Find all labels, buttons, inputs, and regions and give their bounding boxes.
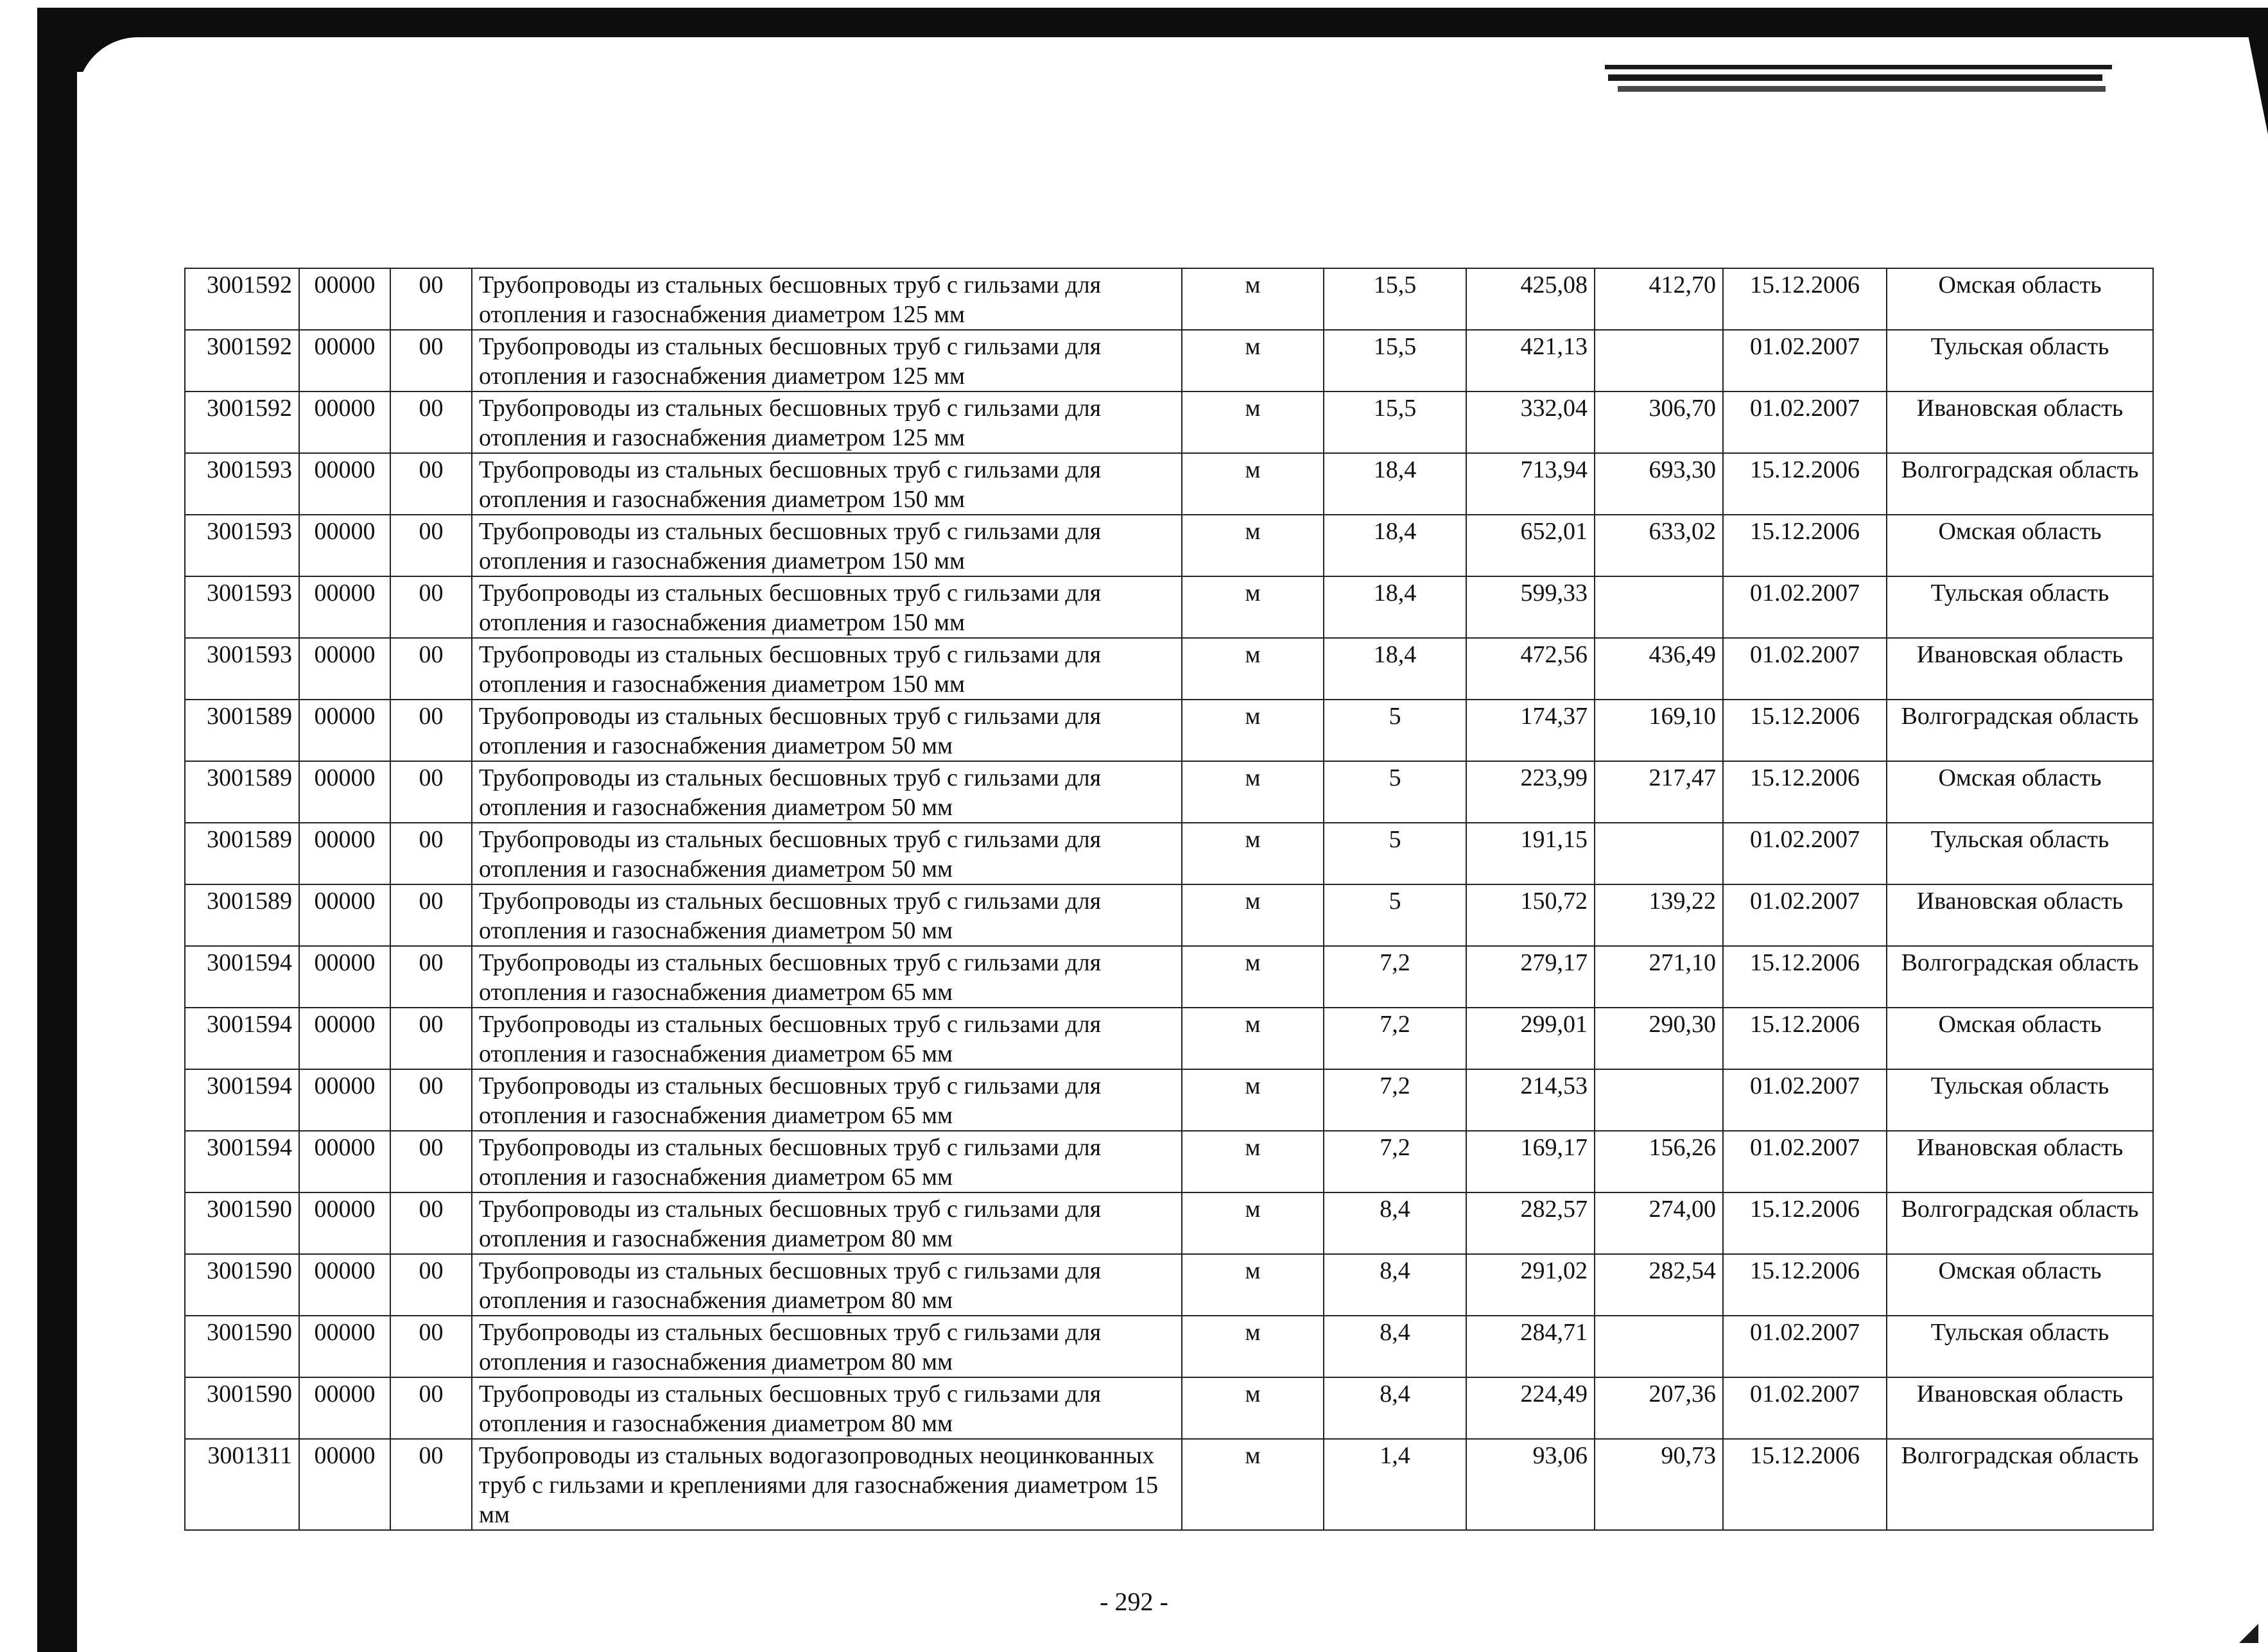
unit-cell: м bbox=[1182, 1439, 1324, 1530]
region-cell: Ивановская область bbox=[1887, 1131, 2153, 1192]
price-alt-cell: 90,73 bbox=[1595, 1439, 1723, 1530]
price-cell: 421,13 bbox=[1466, 330, 1595, 391]
region-cell: Волгоградская область bbox=[1887, 453, 2153, 515]
quantity-cell: 7,2 bbox=[1324, 1131, 1466, 1192]
price-alt-cell: 156,26 bbox=[1595, 1131, 1723, 1192]
code-cell: 3001593 bbox=[185, 638, 299, 700]
unit-cell: м bbox=[1182, 1131, 1324, 1192]
subcode-cell: 00000 bbox=[299, 515, 390, 576]
quantity-cell: 7,2 bbox=[1324, 1069, 1466, 1131]
quantity-cell: 7,2 bbox=[1324, 1008, 1466, 1069]
subcode-cell: 00000 bbox=[299, 330, 390, 391]
quantity-cell: 1,4 bbox=[1324, 1439, 1466, 1530]
quantity-cell: 8,4 bbox=[1324, 1377, 1466, 1439]
table-row bbox=[185, 700, 2153, 761]
price-alt-cell bbox=[1595, 330, 1723, 391]
header-rule-3 bbox=[1618, 86, 2106, 92]
header-rule-2 bbox=[1608, 74, 2102, 81]
price-alt-cell: 169,10 bbox=[1595, 700, 1723, 761]
unit-cell: м bbox=[1182, 638, 1324, 700]
region-cell: Омская область bbox=[1887, 1008, 2153, 1069]
unit-cell: м bbox=[1182, 1254, 1324, 1316]
subcode-cell: 00000 bbox=[299, 453, 390, 515]
price-alt-cell: 282,54 bbox=[1595, 1254, 1723, 1316]
suffix-cell: 00 bbox=[390, 1069, 472, 1131]
unit-cell: м bbox=[1182, 1008, 1324, 1069]
page-number: - 292 - bbox=[1100, 1587, 1168, 1616]
price-cell: 174,37 bbox=[1466, 700, 1595, 761]
unit-cell: м bbox=[1182, 1192, 1324, 1254]
table-row bbox=[185, 823, 2153, 884]
region-cell: Волгоградская область bbox=[1887, 946, 2153, 1008]
region-cell: Волгоградская область bbox=[1887, 1439, 2153, 1530]
suffix-cell: 00 bbox=[390, 453, 472, 515]
price-cell: 472,56 bbox=[1466, 638, 1595, 700]
code-cell: 3001589 bbox=[185, 884, 299, 946]
quantity-cell: 5 bbox=[1324, 700, 1466, 761]
description-cell: Трубопроводы из стальных бесшовных труб с гильзами для отопления и газоснабжения диаметром 150 мм bbox=[472, 453, 1182, 515]
date-cell: 15.12.2006 bbox=[1723, 1254, 1887, 1316]
suffix-cell: 00 bbox=[390, 1192, 472, 1254]
quantity-cell: 15,5 bbox=[1324, 391, 1466, 453]
date-cell: 01.02.2007 bbox=[1723, 576, 1887, 638]
subcode-cell: 00000 bbox=[299, 576, 390, 638]
code-cell: 3001590 bbox=[185, 1377, 299, 1439]
region-cell: Волгоградская область bbox=[1887, 700, 2153, 761]
suffix-cell: 00 bbox=[390, 761, 472, 823]
code-cell: 3001594 bbox=[185, 1069, 299, 1131]
suffix-cell: 00 bbox=[390, 391, 472, 453]
unit-cell: м bbox=[1182, 884, 1324, 946]
unit-cell: м bbox=[1182, 823, 1324, 884]
unit-cell: м bbox=[1182, 1377, 1324, 1439]
description-cell: Трубопроводы из стальных бесшовных труб с гильзами для отопления и газоснабжения диаметром 80 мм bbox=[472, 1377, 1182, 1439]
table-row bbox=[185, 1316, 2153, 1377]
subcode-cell: 00000 bbox=[299, 1069, 390, 1131]
description-cell: Трубопроводы из стальных бесшовных труб с гильзами для отопления и газоснабжения диаметром 65 мм bbox=[472, 946, 1182, 1008]
date-cell: 01.02.2007 bbox=[1723, 638, 1887, 700]
code-cell: 3001594 bbox=[185, 1131, 299, 1192]
subcode-cell: 00000 bbox=[299, 1439, 390, 1530]
code-cell: 3001592 bbox=[185, 330, 299, 391]
suffix-cell: 00 bbox=[390, 1131, 472, 1192]
table-row bbox=[185, 946, 2153, 1008]
description-cell: Трубопроводы из стальных бесшовных труб с гильзами для отопления и газоснабжения диаметром 65 мм bbox=[472, 1131, 1182, 1192]
description-cell: Трубопроводы из стальных бесшовных труб с гильзами для отопления и газоснабжения диаметром 125 мм bbox=[472, 391, 1182, 453]
date-cell: 15.12.2006 bbox=[1723, 946, 1887, 1008]
suffix-cell: 00 bbox=[390, 1439, 472, 1530]
price-cell: 599,33 bbox=[1466, 576, 1595, 638]
table-body bbox=[185, 268, 2153, 1530]
subcode-cell: 00000 bbox=[299, 884, 390, 946]
quantity-cell: 8,4 bbox=[1324, 1192, 1466, 1254]
unit-cell: м bbox=[1182, 576, 1324, 638]
region-cell: Тульская область bbox=[1887, 1316, 2153, 1377]
date-cell: 01.02.2007 bbox=[1723, 1131, 1887, 1192]
price-alt-cell: 693,30 bbox=[1595, 453, 1723, 515]
table-row bbox=[185, 515, 2153, 576]
price-cell: 191,15 bbox=[1466, 823, 1595, 884]
price-alt-cell: 207,36 bbox=[1595, 1377, 1723, 1439]
code-cell: 3001590 bbox=[185, 1316, 299, 1377]
subcode-cell: 00000 bbox=[299, 268, 390, 330]
region-cell: Волгоградская область bbox=[1887, 1192, 2153, 1254]
unit-cell: м bbox=[1182, 946, 1324, 1008]
price-alt-cell: 412,70 bbox=[1595, 268, 1723, 330]
quantity-cell: 18,4 bbox=[1324, 576, 1466, 638]
table-row bbox=[185, 884, 2153, 946]
price-cell: 169,17 bbox=[1466, 1131, 1595, 1192]
price-table bbox=[184, 268, 2154, 1531]
suffix-cell: 00 bbox=[390, 884, 472, 946]
date-cell: 01.02.2007 bbox=[1723, 1377, 1887, 1439]
price-cell: 223,99 bbox=[1466, 761, 1595, 823]
region-cell: Тульская область bbox=[1887, 576, 2153, 638]
unit-cell: м bbox=[1182, 330, 1324, 391]
price-alt-cell: 306,70 bbox=[1595, 391, 1723, 453]
quantity-cell: 15,5 bbox=[1324, 330, 1466, 391]
price-cell: 291,02 bbox=[1466, 1254, 1595, 1316]
code-cell: 3001592 bbox=[185, 391, 299, 453]
region-cell: Тульская область bbox=[1887, 823, 2153, 884]
table-row bbox=[185, 761, 2153, 823]
subcode-cell: 00000 bbox=[299, 823, 390, 884]
date-cell: 01.02.2007 bbox=[1723, 330, 1887, 391]
date-cell: 01.02.2007 bbox=[1723, 823, 1887, 884]
description-cell: Трубопроводы из стальных бесшовных труб с гильзами для отопления и газоснабжения диаметром 50 мм bbox=[472, 884, 1182, 946]
price-alt-cell: 436,49 bbox=[1595, 638, 1723, 700]
price-cell: 279,17 bbox=[1466, 946, 1595, 1008]
code-cell: 3001593 bbox=[185, 576, 299, 638]
suffix-cell: 00 bbox=[390, 1254, 472, 1316]
suffix-cell: 00 bbox=[390, 700, 472, 761]
price-alt-cell: 633,02 bbox=[1595, 515, 1723, 576]
price-alt-cell: 290,30 bbox=[1595, 1008, 1723, 1069]
table-row bbox=[185, 576, 2153, 638]
subcode-cell: 00000 bbox=[299, 700, 390, 761]
unit-cell: м bbox=[1182, 1069, 1324, 1131]
date-cell: 01.02.2007 bbox=[1723, 884, 1887, 946]
code-cell: 3001594 bbox=[185, 1008, 299, 1069]
subcode-cell: 00000 bbox=[299, 391, 390, 453]
date-cell: 15.12.2006 bbox=[1723, 268, 1887, 330]
quantity-cell: 8,4 bbox=[1324, 1316, 1466, 1377]
code-cell: 3001590 bbox=[185, 1192, 299, 1254]
price-cell: 224,49 bbox=[1466, 1377, 1595, 1439]
quantity-cell: 18,4 bbox=[1324, 453, 1466, 515]
subcode-cell: 00000 bbox=[299, 1192, 390, 1254]
date-cell: 01.02.2007 bbox=[1723, 391, 1887, 453]
price-alt-cell: 217,47 bbox=[1595, 761, 1723, 823]
suffix-cell: 00 bbox=[390, 1008, 472, 1069]
table-row bbox=[185, 638, 2153, 700]
table-row bbox=[185, 1377, 2153, 1439]
region-cell: Омская область bbox=[1887, 268, 2153, 330]
unit-cell: м bbox=[1182, 268, 1324, 330]
description-cell: Трубопроводы из стальных водогазопроводных неоцинкованных труб с гильзами и креплениями для газоснабжения диаметром 15 мм bbox=[472, 1439, 1182, 1530]
region-cell: Ивановская область bbox=[1887, 884, 2153, 946]
subcode-cell: 00000 bbox=[299, 1316, 390, 1377]
unit-cell: м bbox=[1182, 1316, 1324, 1377]
scan-edge-left bbox=[0, 0, 37, 1652]
code-cell: 3001589 bbox=[185, 823, 299, 884]
code-cell: 3001589 bbox=[185, 700, 299, 761]
description-cell: Трубопроводы из стальных бесшовных труб с гильзами для отопления и газоснабжения диаметром 150 мм bbox=[472, 515, 1182, 576]
date-cell: 15.12.2006 bbox=[1723, 761, 1887, 823]
description-cell: Трубопроводы из стальных бесшовных труб с гильзами для отопления и газоснабжения диаметром 125 мм bbox=[472, 268, 1182, 330]
region-cell: Омская область bbox=[1887, 761, 2153, 823]
suffix-cell: 00 bbox=[390, 515, 472, 576]
price-cell: 282,57 bbox=[1466, 1192, 1595, 1254]
price-cell: 713,94 bbox=[1466, 453, 1595, 515]
region-cell: Ивановская область bbox=[1887, 638, 2153, 700]
quantity-cell: 8,4 bbox=[1324, 1254, 1466, 1316]
price-alt-cell: 271,10 bbox=[1595, 946, 1723, 1008]
code-cell: 3001592 bbox=[185, 268, 299, 330]
quantity-cell: 5 bbox=[1324, 761, 1466, 823]
price-cell: 93,06 bbox=[1466, 1439, 1595, 1530]
subcode-cell: 00000 bbox=[299, 1131, 390, 1192]
suffix-cell: 00 bbox=[390, 946, 472, 1008]
price-cell: 299,01 bbox=[1466, 1008, 1595, 1069]
description-cell: Трубопроводы из стальных бесшовных труб с гильзами для отопления и газоснабжения диаметром 50 мм bbox=[472, 761, 1182, 823]
quantity-cell: 18,4 bbox=[1324, 638, 1466, 700]
scan-shadow-left bbox=[37, 64, 77, 1652]
price-alt-cell: 139,22 bbox=[1595, 884, 1723, 946]
table-row bbox=[185, 1008, 2153, 1069]
unit-cell: м bbox=[1182, 515, 1324, 576]
quantity-cell: 7,2 bbox=[1324, 946, 1466, 1008]
description-cell: Трубопроводы из стальных бесшовных труб с гильзами для отопления и газоснабжения диаметром 150 мм bbox=[472, 638, 1182, 700]
region-cell: Омская область bbox=[1887, 515, 2153, 576]
description-cell: Трубопроводы из стальных бесшовных труб с гильзами для отопления и газоснабжения диаметром 125 мм bbox=[472, 330, 1182, 391]
price-cell: 214,53 bbox=[1466, 1069, 1595, 1131]
table-row bbox=[185, 330, 2153, 391]
table-row bbox=[185, 1131, 2153, 1192]
date-cell: 15.12.2006 bbox=[1723, 1008, 1887, 1069]
table-row bbox=[185, 453, 2153, 515]
table-row bbox=[185, 391, 2153, 453]
price-cell: 652,01 bbox=[1466, 515, 1595, 576]
suffix-cell: 00 bbox=[390, 823, 472, 884]
date-cell: 01.02.2007 bbox=[1723, 1069, 1887, 1131]
suffix-cell: 00 bbox=[390, 1316, 472, 1377]
subcode-cell: 00000 bbox=[299, 761, 390, 823]
suffix-cell: 00 bbox=[390, 1377, 472, 1439]
subcode-cell: 00000 bbox=[299, 1377, 390, 1439]
subcode-cell: 00000 bbox=[299, 946, 390, 1008]
unit-cell: м bbox=[1182, 453, 1324, 515]
description-cell: Трубопроводы из стальных бесшовных труб с гильзами для отопления и газоснабжения диаметром 150 мм bbox=[472, 576, 1182, 638]
description-cell: Трубопроводы из стальных бесшовных труб с гильзами для отопления и газоснабжения диаметром 80 мм bbox=[472, 1192, 1182, 1254]
code-cell: 3001589 bbox=[185, 761, 299, 823]
unit-cell: м bbox=[1182, 700, 1324, 761]
price-alt-cell bbox=[1595, 823, 1723, 884]
region-cell: Омская область bbox=[1887, 1254, 2153, 1316]
code-cell: 3001590 bbox=[185, 1254, 299, 1316]
description-cell: Трубопроводы из стальных бесшовных труб с гильзами для отопления и газоснабжения диаметром 50 мм bbox=[472, 823, 1182, 884]
price-cell: 284,71 bbox=[1466, 1316, 1595, 1377]
quantity-cell: 15,5 bbox=[1324, 268, 1466, 330]
region-cell: Ивановская область bbox=[1887, 1377, 2153, 1439]
suffix-cell: 00 bbox=[390, 638, 472, 700]
quantity-cell: 5 bbox=[1324, 884, 1466, 946]
price-alt-cell: 274,00 bbox=[1595, 1192, 1723, 1254]
code-cell: 3001311 bbox=[185, 1439, 299, 1530]
subcode-cell: 00000 bbox=[299, 1254, 390, 1316]
quantity-cell: 5 bbox=[1324, 823, 1466, 884]
subcode-cell: 00000 bbox=[299, 638, 390, 700]
description-cell: Трубопроводы из стальных бесшовных труб с гильзами для отопления и газоснабжения диаметром 50 мм bbox=[472, 700, 1182, 761]
price-alt-cell bbox=[1595, 576, 1723, 638]
unit-cell: м bbox=[1182, 391, 1324, 453]
region-cell: Тульская область bbox=[1887, 330, 2153, 391]
price-cell: 425,08 bbox=[1466, 268, 1595, 330]
code-cell: 3001593 bbox=[185, 515, 299, 576]
suffix-cell: 00 bbox=[390, 330, 472, 391]
table-row bbox=[185, 1254, 2153, 1316]
code-cell: 3001593 bbox=[185, 453, 299, 515]
suffix-cell: 00 bbox=[390, 576, 472, 638]
date-cell: 15.12.2006 bbox=[1723, 1192, 1887, 1254]
table-row bbox=[185, 1192, 2153, 1254]
description-cell: Трубопроводы из стальных бесшовных труб с гильзами для отопления и газоснабжения диаметром 65 мм bbox=[472, 1008, 1182, 1069]
table-row bbox=[185, 1439, 2153, 1530]
date-cell: 15.12.2006 bbox=[1723, 700, 1887, 761]
price-cell: 150,72 bbox=[1466, 884, 1595, 946]
description-cell: Трубопроводы из стальных бесшовных труб с гильзами для отопления и газоснабжения диаметром 80 мм bbox=[472, 1316, 1182, 1377]
quantity-cell: 18,4 bbox=[1324, 515, 1466, 576]
date-cell: 01.02.2007 bbox=[1723, 1316, 1887, 1377]
description-cell: Трубопроводы из стальных бесшовных труб с гильзами для отопления и газоснабжения диаметром 80 мм bbox=[472, 1254, 1182, 1316]
region-cell: Ивановская область bbox=[1887, 391, 2153, 453]
code-cell: 3001594 bbox=[185, 946, 299, 1008]
date-cell: 15.12.2006 bbox=[1723, 453, 1887, 515]
price-alt-cell bbox=[1595, 1069, 1723, 1131]
price-cell: 332,04 bbox=[1466, 391, 1595, 453]
table-row bbox=[185, 268, 2153, 330]
table-row bbox=[185, 1069, 2153, 1131]
region-cell: Тульская область bbox=[1887, 1069, 2153, 1131]
suffix-cell: 00 bbox=[390, 268, 472, 330]
date-cell: 15.12.2006 bbox=[1723, 515, 1887, 576]
subcode-cell: 00000 bbox=[299, 1008, 390, 1069]
unit-cell: м bbox=[1182, 761, 1324, 823]
price-alt-cell bbox=[1595, 1316, 1723, 1377]
description-cell: Трубопроводы из стальных бесшовных труб с гильзами для отопления и газоснабжения диаметром 65 мм bbox=[472, 1069, 1182, 1131]
header-rule-1 bbox=[1605, 65, 2112, 69]
date-cell: 15.12.2006 bbox=[1723, 1439, 1887, 1530]
